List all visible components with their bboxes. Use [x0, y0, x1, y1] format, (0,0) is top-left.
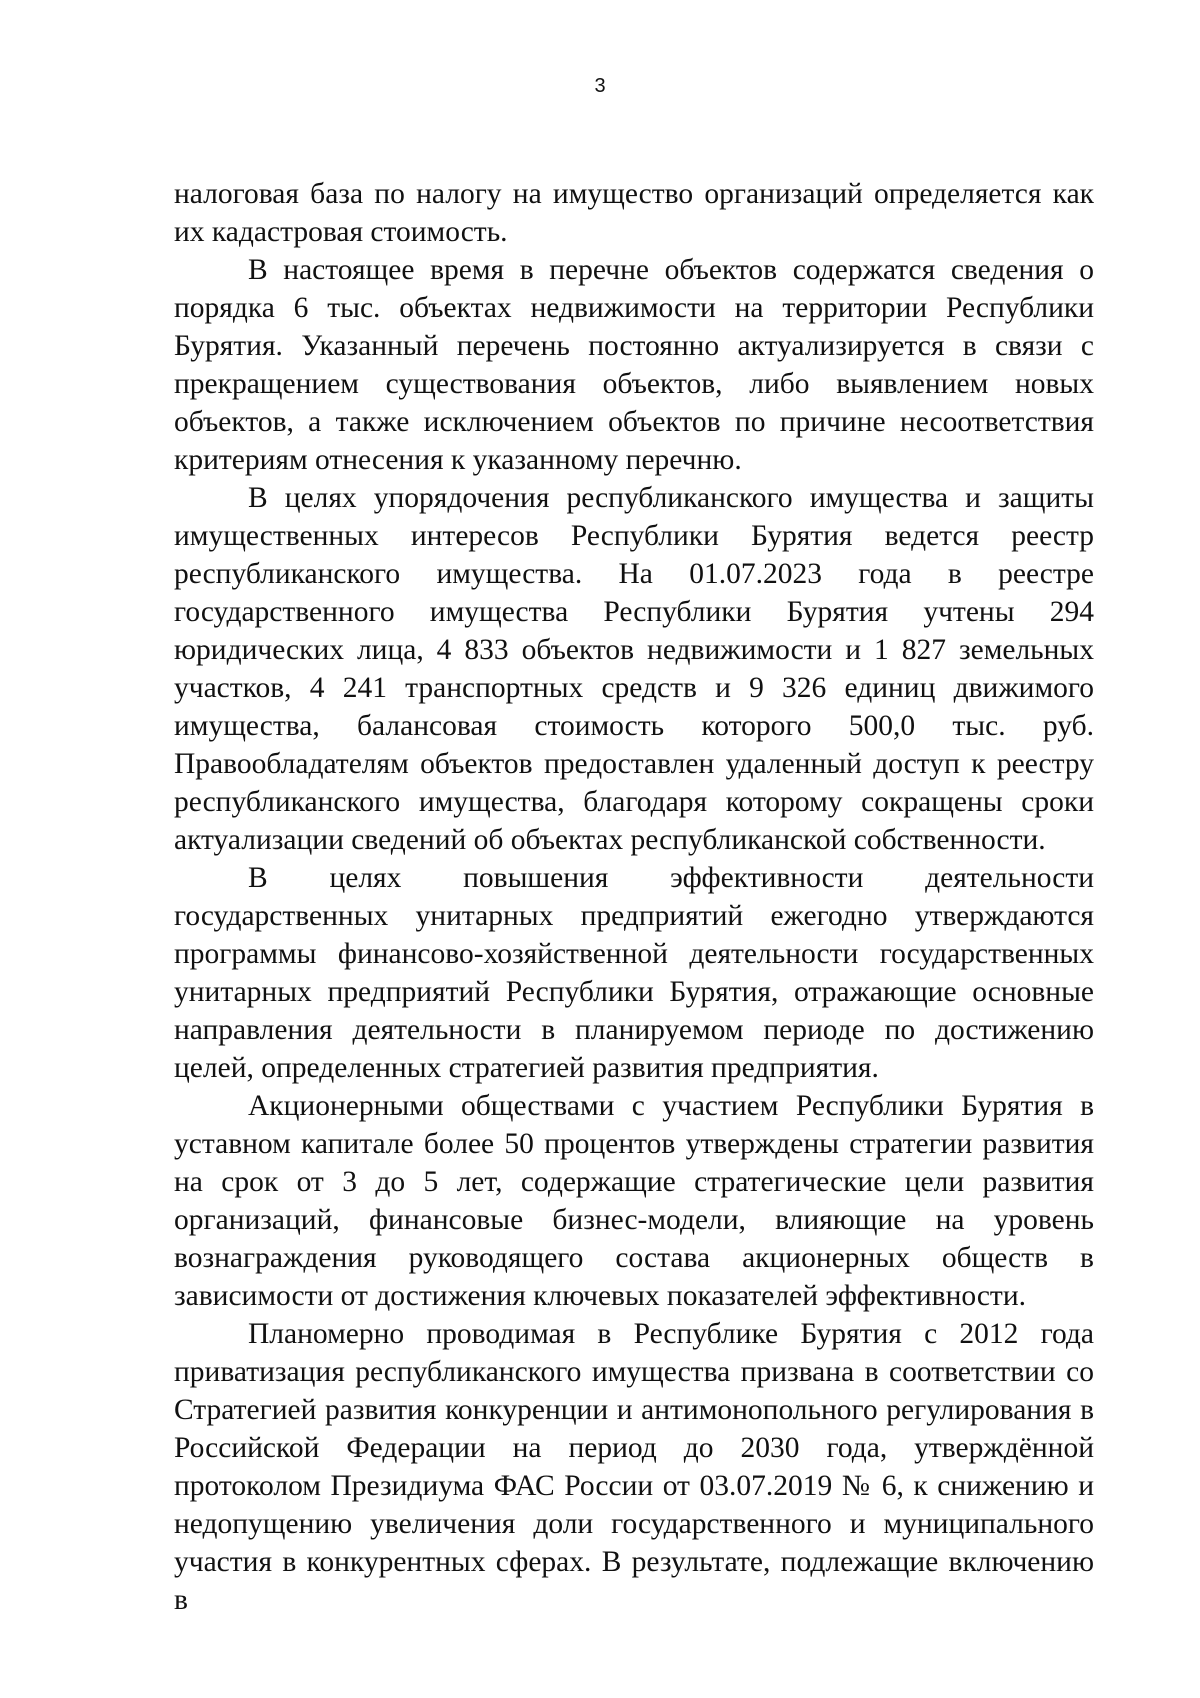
- page-number: 3: [594, 75, 606, 97]
- paragraph-joint-stock-companies: Акционерными обществами с участием Республики Бурятия в уставном капитале более 50 процентов утверждены стратегии развития на срок от 3 до 5 лет, содержащие стратегические цели развития организаций, финансовые бизнес-модели, влияющие на уровень вознаграждения руководящего состава акционерных обществ в зависимости от достижения ключевых показателей эффективности.: [174, 1090, 1094, 1312]
- paragraph-objects-list: В настоящее время в перечне объектов содержатся сведения о порядка 6 тыс. объектах недвижимости на территории Республики Бурятия. Указанный перечень постоянно актуализируется в связи с прекращением существования объектов, либо выявлением новых объектов, а также исключением объектов по причине несоответствия критериям отнесения к указанному перечню.: [174, 254, 1094, 476]
- paragraph-unitary-enterprises: В целях повышения эффективности деятельности государственных унитарных предприятий ежегодно утверждаются программы финансово-хозяйственной деятельности государственных унитарных предприятий Республики Бурятия, отражающие основные направления деятельности в планируемом периоде по достижению целей, определенных стратегией развития предприятия.: [174, 862, 1094, 1084]
- paragraph-continuation: налоговая база по налогу на имущество организаций определяется как их кадастровая стоимость.: [174, 178, 1094, 248]
- paragraph-privatization: Планомерно проводимая в Республике Бурятия с 2012 года приватизация республиканского имущества призвана в соответствии со Стратегией развития конкуренции и антимонопольного регулирования в Российской Федерации на период до 2030 года, утверждённой протоколом Президиума ФАС России от 03.07.2019 № 6, к снижению и недопущению увеличения доли государственного и муниципального участия в конкурентных сферах. В результате, подлежащие включению в: [174, 1318, 1094, 1616]
- paragraph-property-registry: В целях упорядочения республиканского имущества и защиты имущественных интересов Республики Бурятия ведется реестр республиканского имущества. На 01.07.2023 года в реестре государственного имущества Республики Бурятия учтены 294 юридических лица, 4 833 объектов недвижимости и 1 827 земельных участков, 4 241 транспортных средств и 9 326 единиц движимого имущества, балансовая стоимость которого 500,0 тыс. руб. Правообладателям объектов предоставлен удаленный доступ к реестру республиканского имущества, благодаря которому сокращены сроки актуализации сведений об объектах республиканской собственности.: [174, 482, 1094, 856]
- document-body: [174, 175, 1094, 1619]
